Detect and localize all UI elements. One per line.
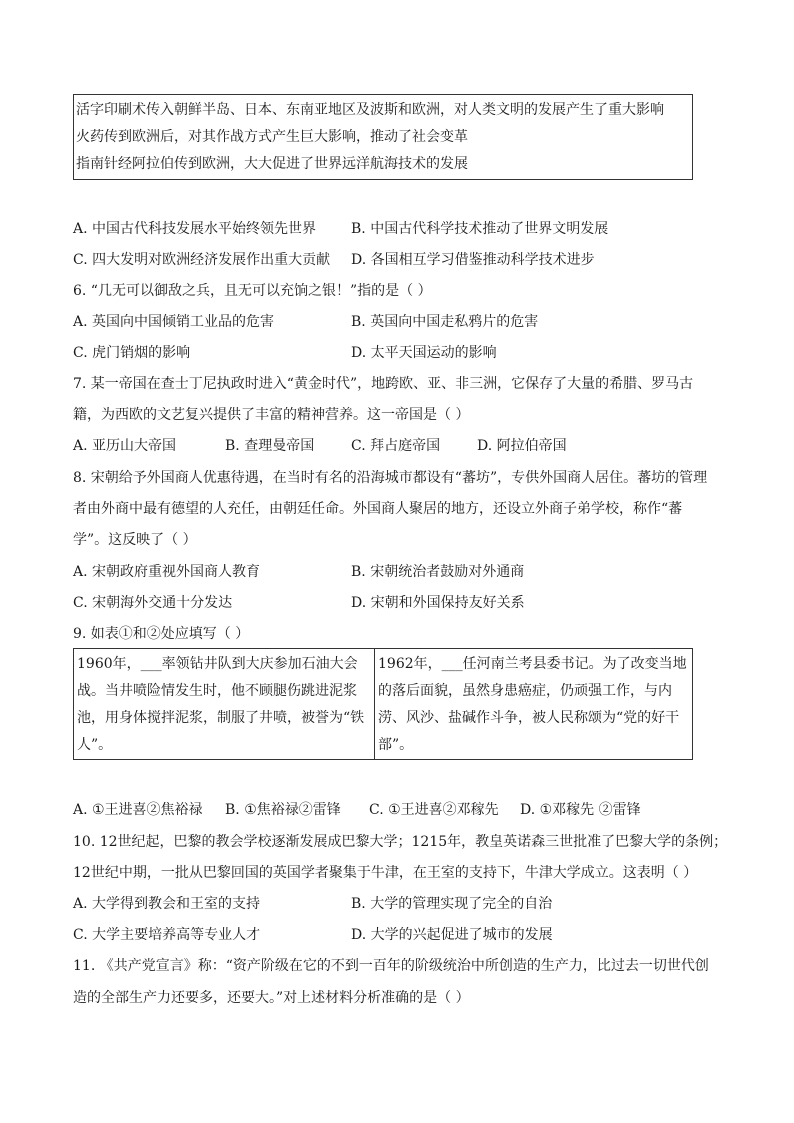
cell-line: 部”。 — [378, 737, 414, 753]
q5-option-b[interactable]: B. 中国古代科学技术推动了世界文明发展 — [351, 221, 609, 237]
q9-option-a[interactable]: A. ①王进喜②焦裕禄 — [73, 802, 203, 818]
material-line: 活字印刷术传入朝鲜半岛、日本、东南亚地区及波斯和欧洲，对人类文明的发展产生了重大影响 — [76, 102, 664, 118]
q10-stem-line: 10. 12世纪起，巴黎的教会学校逐渐发展成巴黎大学；1215年，教皇英诺森三世批准了巴黎大学的条例； — [73, 834, 728, 850]
q8-stem-line: 学”。这反映了（ ） — [73, 532, 197, 548]
q11-stem-line: 11. 《共产党宣言》称：“资产阶级在它的不到一百年的阶级统治中所创造的生产力，比过去一切世代创 — [73, 958, 709, 974]
q7-option-c[interactable]: C. 拜占庭帝国 — [351, 438, 441, 454]
cell-line: 人”。 — [77, 737, 113, 753]
q6-option-c[interactable]: C. 虎门销烟的影响 — [73, 345, 191, 361]
q10-option-d[interactable]: D. 大学的兴起促进了城市的发展 — [351, 927, 553, 943]
q11-stem-line: 造的全部生产力还要多，还要大。”对上述材料分析准确的是（ ） — [73, 990, 470, 1006]
q10-option-b[interactable]: B. 大学的管理实现了完全的自治 — [351, 896, 553, 912]
cell-line: 涝、风沙、盐碱作斗争，被人民称颂为“党的好干 — [378, 710, 680, 726]
q9-option-b[interactable]: B. ①焦裕禄②雷锋 — [225, 802, 341, 818]
q9-stem: 9. 如表①和②处应填写（ ） — [73, 626, 250, 642]
q7-stem-line: 籍，为西欧的文艺复兴提供了丰富的精神营养。这一帝国是（ ） — [73, 407, 470, 423]
q10-option-c[interactable]: C. 大学主要培养高等专业人才 — [73, 927, 261, 943]
q10-stem-line: 12世纪中期，一批从巴黎回国的英国学者聚集于牛津，在王室的支持下，牛津大学成立。这表明（ ） — [73, 865, 698, 881]
q6-option-a[interactable]: A. 英国向中国倾销工业品的危害 — [73, 314, 275, 330]
q5-option-c[interactable]: C. 四大发明对欧洲经济发展作出重大贡献 — [73, 252, 331, 268]
cell-line: 池，用身体搅拌泥浆，制服了井喷，被誉为“铁 — [77, 710, 365, 726]
q9-table — [73, 648, 693, 760]
q7-option-d[interactable]: D. 阿拉伯帝国 — [477, 438, 567, 454]
q5-option-a[interactable]: A. 中国古代科技发展水平始终领先世界 — [73, 221, 317, 237]
cell-line: 1960年，___率领钻井队到大庆参加石油大会 — [77, 656, 358, 672]
q9-option-c[interactable]: C. ①王进喜②邓稼先 — [369, 802, 499, 818]
q7-stem-line: 7. 某一帝国在查士丁尼执政时进入“黄金时代”，地跨欧、亚、非三洲，它保存了大量的希腊、罗马古 — [73, 376, 694, 392]
q8-option-b[interactable]: B. 宋朝统治者鼓励对外通商 — [351, 564, 525, 580]
q8-option-a[interactable]: A. 宋朝政府重视外国商人教育 — [73, 564, 261, 580]
material-line: 火药传到欧洲后，对其作战方式产生巨大影响，推动了社会变革 — [76, 129, 468, 145]
q9-table-cell-left — [74, 649, 375, 759]
cell-line: 的落后面貌，虽然身患癌症，仍顽强工作，与内 — [378, 683, 672, 699]
q8-stem-line: 8. 宋朝给予外国商人优惠待遇，在当时有名的沿海城市都设有“蕃坊”，专供外国商人居住。蕃坊的管理 — [73, 470, 708, 486]
q6-stem: 6. “几无可以御敌之兵，且无可以充饷之银！”指的是（ ） — [73, 283, 432, 299]
q9-option-d[interactable]: D. ①邓稼先 ②雷锋 — [520, 802, 641, 818]
q10-option-a[interactable]: A. 大学得到教会和王室的支持 — [73, 896, 261, 912]
q7-option-b[interactable]: B. 查理曼帝国 — [225, 438, 315, 454]
cell-line: 战。当井喷险情发生时，他不顾腿伤跳进泥浆 — [77, 683, 357, 699]
q5-option-d[interactable]: D. 各国相互学习借鉴推动科学技术进步 — [351, 252, 595, 268]
q7-option-a[interactable]: A. 亚历山大帝国 — [73, 438, 177, 454]
q8-option-d[interactable]: D. 宋朝和外国保持友好关系 — [351, 595, 525, 611]
q8-stem-line: 者由外商中最有德望的人充任，由朝廷任命。外国商人聚居的地方，还设立外商子弟学校，称作“蕃 — [73, 501, 683, 517]
q9-table-cell-right — [375, 649, 692, 759]
q6-option-b[interactable]: B. 英国向中国走私鸦片的危害 — [351, 314, 539, 330]
material-box — [73, 94, 693, 180]
material-line: 指南针经阿拉伯传到欧洲，大大促进了世界远洋航海技术的发展 — [76, 156, 468, 172]
q8-option-c[interactable]: C. 宋朝海外交通十分发达 — [73, 595, 233, 611]
cell-line: 1962年，___任河南兰考县委书记。为了改变当地 — [378, 656, 687, 672]
q6-option-d[interactable]: D. 太平天国运动的影响 — [351, 345, 497, 361]
